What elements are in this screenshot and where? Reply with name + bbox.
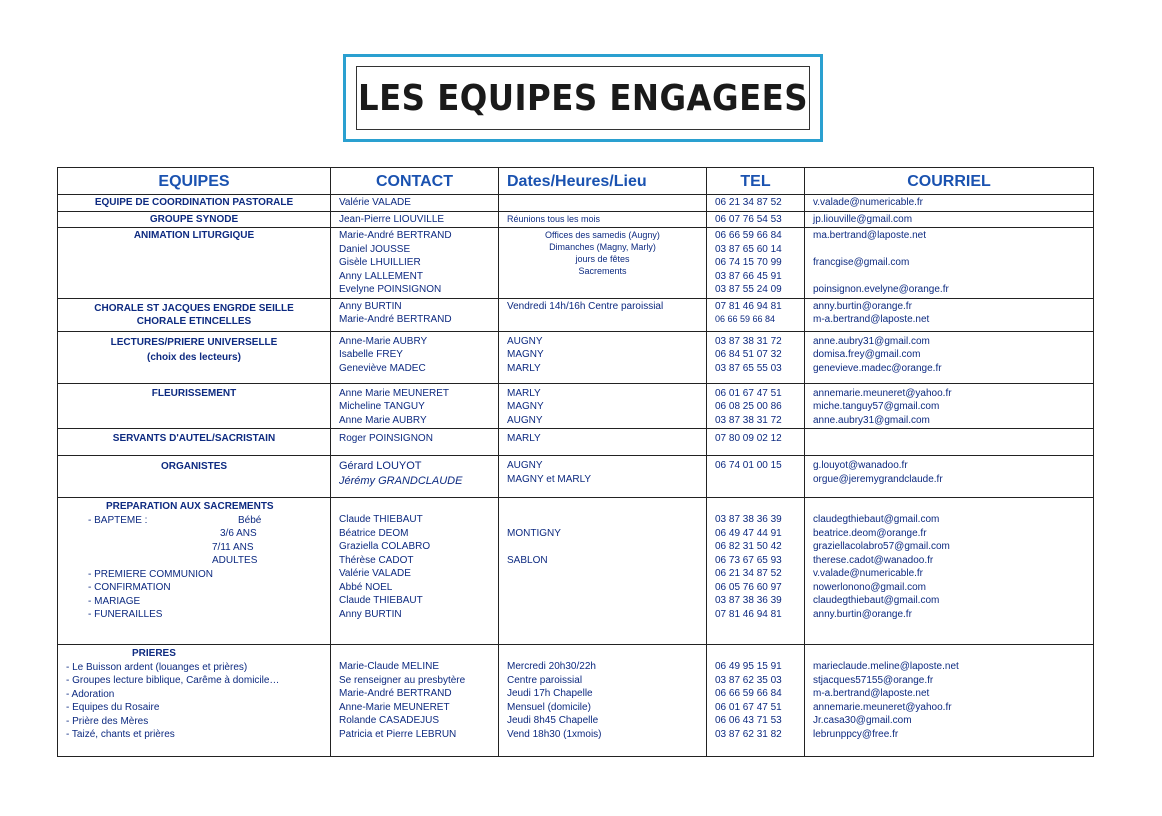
team-name: (choix des lecteurs) (147, 351, 241, 363)
contact-name: Valérie VALADE (339, 568, 411, 579)
teams-table (57, 167, 1094, 757)
team-sub: - CONFIRMATION (88, 582, 171, 593)
tel-number: 03 87 66 45 91 (715, 270, 782, 282)
tel-cell (707, 645, 805, 757)
team-name: GROUPE SYNODE (149, 213, 239, 225)
tel-number: 03 87 55 24 09 (715, 284, 782, 295)
team-cell (58, 195, 331, 212)
team-sub: - Equipes du Rosaire (66, 702, 160, 713)
email-address: Jr.casa30@gmail.com (813, 715, 912, 726)
email-cell (805, 195, 1094, 212)
contact-name: Anny BURTIN (339, 608, 402, 620)
contact-name: Rolande CASADEJUS (339, 715, 440, 726)
team-cell (58, 498, 331, 645)
dates-line: AUGNY (507, 460, 543, 471)
email-cell (805, 456, 1094, 498)
team-cell (58, 383, 331, 429)
email-address: v.valade@numericable.fr (813, 197, 924, 208)
team-sub: - FUNERAILLES (88, 609, 163, 620)
header-courriel: COURRIEL (805, 168, 1094, 195)
dates-cell (499, 211, 707, 228)
dates-line: MARLY (507, 387, 541, 399)
email-address: ma.bertrand@laposte.net (813, 230, 926, 241)
contact-name: Béatrice DEOM (339, 527, 409, 539)
dates-line: MARLY (507, 362, 541, 374)
tel-number: 06 74 01 00 15 (715, 460, 782, 471)
header-equipes: EQUIPES (58, 168, 331, 195)
tel-cell (707, 456, 805, 498)
email-cell (805, 211, 1094, 228)
tel-number: 07 81 46 94 81 (715, 608, 782, 620)
email-address: annemarie.meuneret@yahoo.fr (813, 701, 952, 713)
dates-line: Jeudi 17h Chapelle (507, 688, 593, 699)
contact-name: Claude THIEBAUT (339, 595, 423, 606)
team-name: PREPARATION AUX SACREMENTS (106, 501, 274, 512)
contact-name: Daniel JOUSSE (339, 243, 411, 255)
email-address: orgue@jeremygrandclaude.fr (813, 473, 943, 485)
tel-number: 06 01 67 47 51 (715, 701, 782, 713)
email-address: anne.aubry31@gmail.com (813, 335, 930, 347)
dates-cell (499, 331, 707, 383)
tel-cell (707, 195, 805, 212)
header-tel: TEL (707, 168, 805, 195)
team-name: PRIERES (132, 648, 176, 659)
contact-cell (331, 456, 499, 498)
email-address: claudegthiebaut@gmail.com (813, 514, 940, 525)
contact-name: Anny BURTIN (339, 300, 402, 312)
team-sub: - PREMIERE COMMUNION (88, 568, 213, 580)
dates-line: SABLON (507, 554, 548, 566)
email-cell (805, 645, 1094, 757)
contact-name: Anny LALLEMENT (339, 270, 423, 282)
dates-line: MONTIGNY (507, 527, 561, 539)
email-address: miche.tanguy57@gmail.com (813, 401, 940, 412)
table-row (58, 645, 1094, 757)
tel-number: 06 21 34 87 52 (715, 568, 782, 579)
spacer (507, 513, 698, 527)
team-cell (58, 331, 331, 383)
dates-line: Vendredi 14h/16h Centre paroissial (507, 300, 664, 312)
team-name: LECTURES/PRIERE UNIVERSELLE (110, 336, 278, 348)
email-cell (805, 228, 1094, 299)
table-row (58, 228, 1094, 299)
tel-number: 06 01 67 47 51 (715, 387, 782, 399)
email-address: anny.burtin@orange.fr (813, 608, 912, 620)
tel-number: 06 66 59 66 84 (715, 314, 776, 324)
dates-line: Mensuel (domicile) (507, 701, 591, 713)
contact-name: Anne-Marie MEUNERET (339, 701, 450, 713)
tel-number: 03 87 65 60 14 (715, 243, 782, 255)
team-name: ORGANISTES (160, 461, 228, 472)
tel-number: 03 87 38 36 39 (715, 595, 782, 606)
dates-cell (499, 228, 707, 299)
team-sub: - BAPTEME : (88, 514, 148, 526)
tel-number: 03 87 38 31 72 (715, 414, 782, 426)
email-cell (805, 298, 1094, 331)
page-title: LES EQUIPES ENGAGEES (357, 77, 809, 119)
header-contact: CONTACT (331, 168, 499, 195)
tel-cell (707, 429, 805, 456)
dates-line: jours de fêtes (575, 254, 630, 264)
email-cell (805, 498, 1094, 645)
email-address: jp.liouville@gmail.com (813, 213, 913, 225)
contact-name: Thérèse CADOT (339, 554, 414, 566)
team-sub: - Le Buisson ardent (louanges et prières) (66, 661, 248, 673)
team-name: ANIMATION LITURGIQUE (133, 230, 255, 241)
dates-cell (499, 498, 707, 645)
team-cell (58, 211, 331, 228)
dates-cell (499, 645, 707, 757)
tel-number: 03 87 62 35 03 (715, 674, 782, 686)
contact-name: Patricia et Pierre LEBRUN (339, 728, 457, 740)
email-address: stjacques57155@orange.fr (813, 674, 934, 686)
table-row (58, 429, 1094, 456)
email-address: m-a.bertrand@laposte.net (813, 688, 930, 699)
team-sub: Bébé (238, 514, 262, 526)
dates-line: Offices des samedis (Augny) (545, 230, 660, 240)
tel-number: 03 87 62 31 82 (715, 728, 782, 740)
table-row (58, 456, 1094, 498)
dates-line: MAGNY (507, 349, 544, 360)
contact-name: Marie-Claude MELINE (339, 661, 440, 672)
contact-cell (331, 211, 499, 228)
tel-number: 06 66 59 66 84 (715, 230, 782, 241)
team-sub: 3/6 ANS (220, 528, 257, 539)
contact-name: Claude THIEBAUT (339, 514, 423, 525)
tel-number: 03 87 38 31 72 (715, 335, 782, 347)
email-address: marieclaude.meline@laposte.net (813, 661, 959, 672)
dates-cell (499, 195, 707, 212)
tel-number: 06 74 15 70 99 (715, 257, 782, 268)
contact-name: Marie-André BERTRAND (339, 688, 452, 699)
contact-name: Isabelle FREY (339, 349, 403, 360)
team-cell (58, 228, 331, 299)
tel-cell (707, 331, 805, 383)
email-address: nowerlonono@gmail.com (813, 581, 926, 593)
contact-name: Micheline TANGUY (339, 401, 425, 412)
team-sub: ADULTES (212, 555, 258, 566)
contact-name: Graziella COLABRO (339, 541, 431, 552)
tel-cell (707, 211, 805, 228)
table-row (58, 211, 1094, 228)
team-sub: - Adoration (66, 688, 115, 700)
dates-line: Sacrements (578, 266, 627, 276)
email-address: graziellacolabro57@gmail.com (813, 541, 950, 552)
table-row (58, 383, 1094, 429)
tel-cell (707, 498, 805, 645)
email-address: domisa.frey@gmail.com (813, 349, 921, 360)
email-address: therese.cadot@wanadoo.fr (813, 554, 934, 566)
team-name: SERVANTS D'AUTEL/SACRISTAIN (112, 433, 276, 444)
contact-cell (331, 429, 499, 456)
title-frame (343, 54, 823, 142)
tel-number: 03 87 65 55 03 (715, 362, 782, 374)
dates-line: MAGNY et MARLY (507, 473, 592, 485)
contact-name: Marie-André BERTRAND (339, 230, 452, 241)
contact-name: Jérémy GRANDCLAUDE (339, 475, 463, 487)
table-row (58, 298, 1094, 331)
contact-name: Evelyne POINSIGNON (339, 284, 442, 295)
dates-line: Dimanches (Magny, Marly) (549, 242, 656, 252)
contact-name: Geneviève MADEC (339, 362, 426, 374)
tel-number: 06 06 43 71 53 (715, 715, 782, 726)
team-sub: - Groupes lecture biblique, Carême à domicile… (66, 675, 280, 686)
team-cell (58, 298, 331, 331)
team-sub: 7/11 ANS (212, 541, 254, 553)
email-address: v.valade@numericable.fr (813, 568, 924, 579)
email-address: genevieve.madec@orange.fr (813, 362, 942, 374)
dates-cell (499, 298, 707, 331)
contact-cell (331, 645, 499, 757)
email-address: m-a.bertrand@laposte.net (813, 314, 930, 325)
tel-number: 06 73 67 65 93 (715, 554, 782, 566)
contact-name: Gisèle LHUILLIER (339, 257, 421, 268)
dates-line: Réunions tous les mois (507, 213, 601, 224)
dates-line: MARLY (507, 433, 541, 444)
contact-name: Se renseigner au presbytère (339, 674, 466, 686)
team-cell (58, 429, 331, 456)
team-cell (58, 456, 331, 498)
title-inner-frame (356, 66, 810, 130)
tel-number: 03 87 38 36 39 (715, 514, 782, 525)
tel-number: 06 66 59 66 84 (715, 688, 782, 699)
email-cell (805, 383, 1094, 429)
email-address: lebrunppcy@free.fr (813, 728, 899, 740)
email-address: anny.burtin@orange.fr (813, 300, 912, 312)
header-dates: Dates/Heures/Lieu (499, 168, 707, 195)
email-address: annemarie.meuneret@yahoo.fr (813, 387, 952, 399)
table-row (58, 195, 1094, 212)
contact-name: Anne-Marie AUBRY (339, 335, 428, 347)
email-cell (805, 429, 1094, 456)
dates-cell (499, 456, 707, 498)
dates-cell (499, 383, 707, 429)
dates-line: AUGNY (507, 414, 543, 426)
tel-cell (707, 228, 805, 299)
tel-number: 07 81 46 94 81 (715, 300, 782, 312)
spacer (813, 243, 1085, 257)
tel-number: 06 84 51 07 32 (715, 349, 782, 360)
contact-name: Roger POINSIGNON (339, 433, 433, 444)
email-address: poinsignon.evelyne@orange.fr (813, 284, 949, 295)
contact-cell (331, 195, 499, 212)
dates-line: Jeudi 8h45 Chapelle (507, 715, 599, 726)
tel-number: 06 07 76 54 53 (715, 213, 782, 225)
contact-name: Anne Marie MEUNERET (339, 387, 450, 399)
dates-line: Centre paroissial (507, 674, 583, 686)
team-cell (58, 645, 331, 757)
email-address: francgise@gmail.com (813, 257, 910, 268)
team-sub: - Taizé, chants et prières (66, 729, 175, 740)
header-row (58, 168, 1094, 195)
spacer (813, 270, 1085, 284)
contact-cell (331, 498, 499, 645)
team-sub: - Prière des Mères (66, 715, 149, 727)
team-sub: - MARIAGE (88, 595, 141, 607)
tel-number: 06 49 95 15 91 (715, 661, 782, 672)
table-row (58, 331, 1094, 383)
contact-name: Jean-Pierre LIOUVILLE (339, 213, 445, 225)
tel-number: 06 82 31 50 42 (715, 541, 782, 552)
email-address: g.louyot@wanadoo.fr (813, 460, 908, 471)
dates-line: AUGNY (507, 335, 543, 347)
contact-name: Marie-André BERTRAND (339, 314, 452, 325)
contact-name: Abbé NOEL (339, 581, 393, 593)
tel-cell (707, 383, 805, 429)
tel-number: 06 49 47 44 91 (715, 527, 782, 539)
spacer (507, 540, 698, 554)
contact-name: Valérie VALADE (339, 197, 411, 208)
tel-number: 06 08 25 00 86 (715, 401, 782, 412)
contact-cell (331, 331, 499, 383)
tel-number: 06 21 34 87 52 (715, 197, 782, 208)
team-name: CHORALE ST JACQUES ENGRDE SEILLE (94, 302, 294, 314)
contact-name: Anne Marie AUBRY (339, 414, 427, 426)
dates-cell (499, 429, 707, 456)
team-name: FLEURISSEMENT (151, 387, 237, 399)
tel-cell (707, 298, 805, 331)
email-address: anne.aubry31@gmail.com (813, 414, 930, 426)
email-address: claudegthiebaut@gmail.com (813, 595, 940, 606)
contact-cell (331, 228, 499, 299)
dates-line: MAGNY (507, 401, 544, 412)
contact-name: Gérard LOUYOT (339, 460, 422, 472)
team-name: CHORALE ETINCELLES (136, 316, 252, 327)
team-name: EQUIPE DE COORDINATION PASTORALE (94, 197, 294, 208)
contact-cell (331, 383, 499, 429)
email-cell (805, 331, 1094, 383)
contact-cell (331, 298, 499, 331)
email-address: beatrice.deom@orange.fr (813, 527, 927, 539)
dates-line: Vend 18h30 (1xmois) (507, 728, 602, 740)
tel-number: 06 05 76 60 97 (715, 581, 782, 593)
table-row (58, 498, 1094, 645)
dates-line: Mercredi 20h30/22h (507, 661, 596, 672)
tel-number: 07 80 09 02 12 (715, 433, 782, 444)
